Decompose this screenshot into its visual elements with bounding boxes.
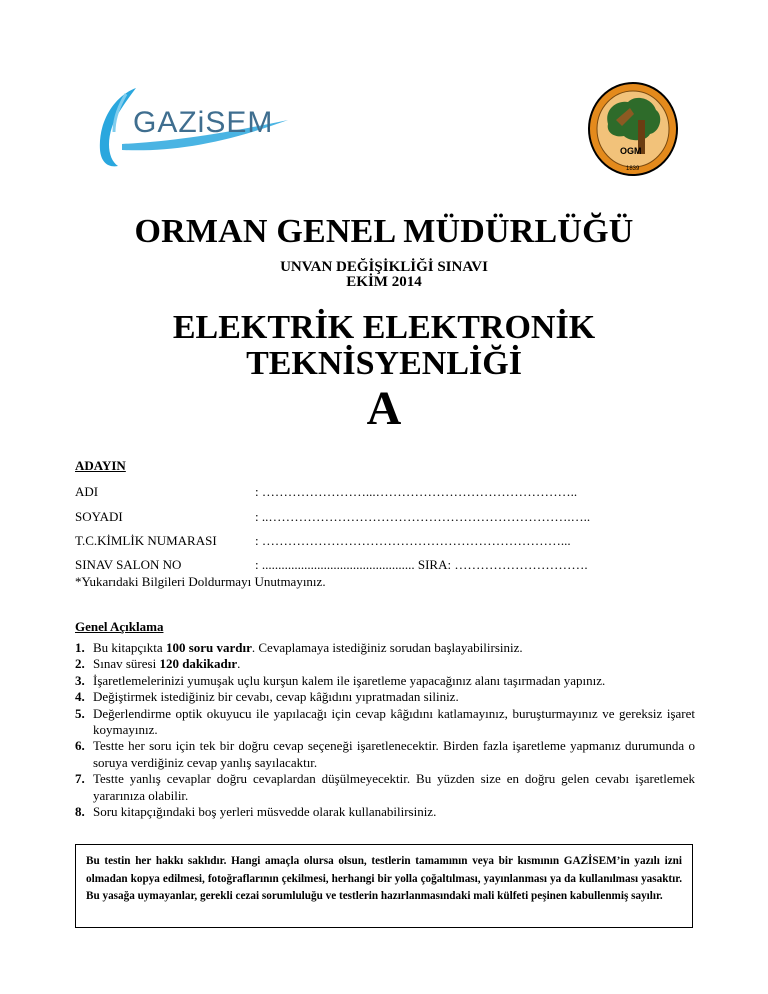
list-item bbox=[75, 738, 695, 771]
item-number: 6. bbox=[75, 738, 85, 754]
surname-field[interactable]: : ..…………………………………………………………….….. bbox=[255, 509, 591, 524]
item-text: . Cevaplamaya istediğiniz sorudan başlayabilirsiniz. bbox=[251, 640, 523, 655]
ogm-emblem bbox=[586, 80, 680, 178]
gazisem-logo-text: GAZiSEM bbox=[133, 106, 274, 139]
list-item bbox=[75, 804, 695, 820]
item-text: . bbox=[237, 656, 241, 672]
exam-name: UNVAN DEĞİŞİKLİĞİ SINAVI bbox=[280, 259, 488, 275]
ogm-emblem-year: 1839 bbox=[626, 166, 640, 172]
exam-date: EKİM 2014 bbox=[346, 274, 422, 290]
ogm-tree-emblem-icon bbox=[586, 80, 680, 178]
booklet-letter: A bbox=[366, 382, 402, 435]
ogm-emblem-text: OGM bbox=[620, 146, 642, 156]
general-heading: Genel Açıklama bbox=[75, 619, 164, 634]
field-label: SOYADI bbox=[75, 509, 123, 524]
instruction-list bbox=[75, 640, 695, 820]
gazisem-logo bbox=[92, 84, 292, 174]
field-label: SINAV SALON NO bbox=[75, 557, 182, 572]
room-seat-field[interactable]: : ............................................... SIRA: …………………………. bbox=[255, 557, 588, 572]
item-text: Sınav süresi bbox=[93, 656, 160, 672]
page-title: ORMAN GENEL MÜDÜRLÜĞÜ bbox=[134, 213, 634, 250]
item-text: Testte yanlış cevaplar doğru cevaplardan düşülmeyecektir. Bu yüzden size en doğru gelen cevabı işaretlemek yararınıza olabilir. bbox=[93, 771, 695, 803]
item-number: 2. bbox=[75, 656, 85, 672]
section-title-line2: TEKNİSYENLİĞİ bbox=[246, 345, 522, 382]
item-number: 8. bbox=[75, 804, 85, 820]
list-item bbox=[75, 640, 695, 656]
field-label: T.C.KİMLİK NUMARASI bbox=[75, 533, 217, 548]
item-bold: 100 soru vardır bbox=[165, 640, 252, 655]
item-number: 1. bbox=[75, 640, 85, 655]
item-number: 7. bbox=[75, 771, 85, 787]
candidate-heading: ADAYIN bbox=[75, 458, 126, 473]
item-text: Değerlendirme optik okuyucu ile yapılacağı için cevap kâğıdını katlamayınız, buruşturmayınız ve gereksiz işaret koymayınız. bbox=[93, 705, 695, 738]
item-text: İşaretlemelerinizi yumuşak uçlu kurşun kalem ile işaretleme yapacağınız alanı taşırmadan yapınız. bbox=[93, 672, 606, 688]
item-text: Bu kitapçıkta bbox=[93, 640, 166, 655]
list-item bbox=[75, 656, 695, 672]
list-item bbox=[75, 706, 695, 739]
item-text: Testte her soru için tek bir doğru cevap seçeneği işaretlenecektir. Birden fazla işaretleme yapmanız durumunda o soruya verdiğiniz cevap yanlış sayılacaktır. bbox=[93, 738, 695, 770]
fill-reminder: *Yukarıdaki Bilgileri Doldurmayı Unutmayınız. bbox=[75, 574, 326, 589]
list-item bbox=[75, 771, 695, 804]
list-item bbox=[75, 673, 695, 689]
item-bold: 120 dakikadır bbox=[159, 656, 238, 672]
id-number-field[interactable]: : ……………………………………………………………... bbox=[255, 533, 571, 548]
item-text: Değiştirmek istediğiniz bir cevabı, cevap kâğıdını yıpratmadan siliniz. bbox=[93, 689, 459, 705]
item-number: 3. bbox=[75, 672, 85, 688]
field-label: ADI bbox=[75, 484, 99, 499]
item-text: Soru kitapçığındaki boş yerleri müsvedde olarak kullanabilirsiniz. bbox=[93, 804, 437, 820]
copyright-notice: Bu testin her hakkı saklıdır. Hangi amaçla olursa olsun, testlerin tamamının veya bir kısmının GAZİSEM’in yazılı izni olmadan kopya edilmesi, fotoğraflarının çekilmesi, herhangi bir yolla çoğaltılması, yayınlanması ya da kullanılması yasaktır. Bu yasağa uymayanlar, gerekli cezai sorumluluğu ve testlerin hazırlanmasındaki mali külfeti peşinen kabullenmiş sayılır. bbox=[75, 844, 693, 928]
section-title-line1: ELEKTRİK ELEKTRONİK bbox=[172, 309, 596, 346]
item-number: 4. bbox=[75, 689, 85, 705]
list-item bbox=[75, 689, 695, 705]
item-number: 5. bbox=[75, 705, 85, 721]
name-field[interactable]: : ……………………...……………………………………….. bbox=[255, 484, 578, 499]
